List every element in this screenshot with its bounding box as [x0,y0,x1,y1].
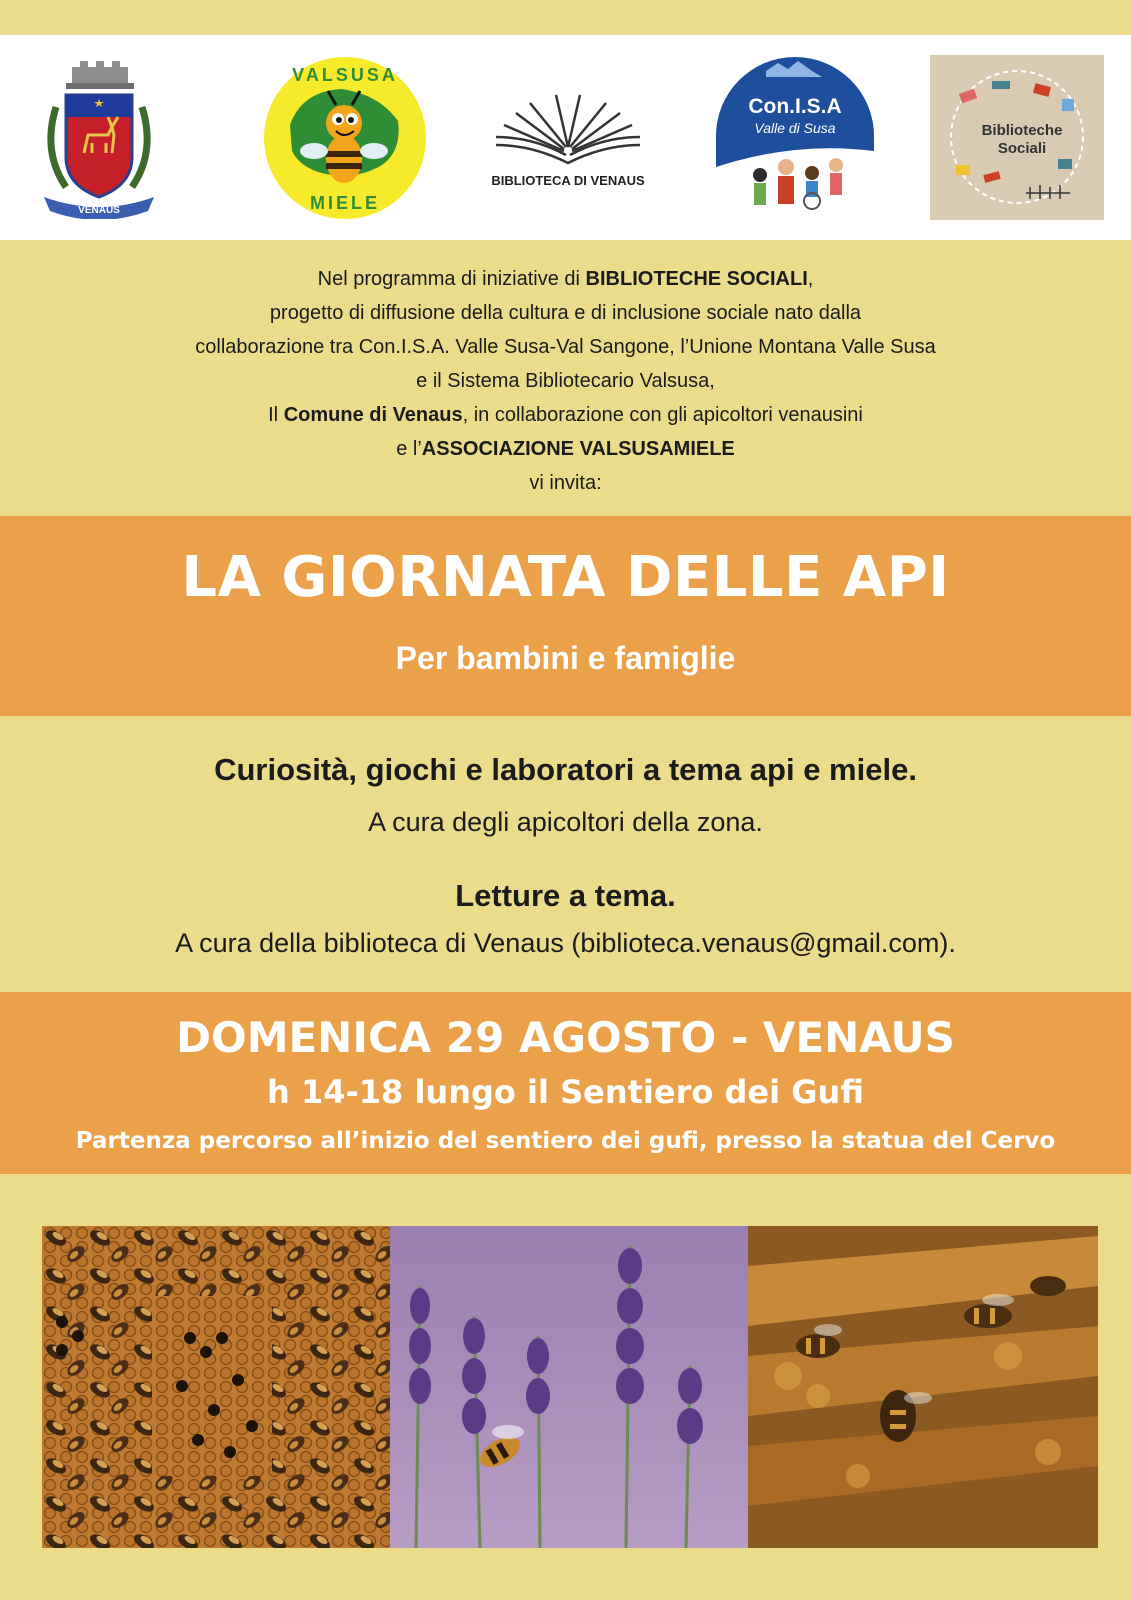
photo-lavender-bee [390,1226,748,1548]
activity-1-heading: Curiosità, giochi e laboratori a tema api e miele. [214,752,917,787]
intro-line-5: Il Comune di Venaus, in collaborazione con gli apicoltori venausini [268,404,863,426]
intro-line-4: e il Sistema Bibliotecario Valsusa, [416,370,715,392]
consa-title-text: Con.I.S.A [748,95,842,118]
intro-line-2: progetto di diffusione della cultura e di inclusione sociale nato dalla [269,302,862,324]
venaus-crest-text: VENAUS [78,205,120,216]
venaus-crest-logo [36,57,162,219]
intro-line-3: collaborazione tra Con.I.S.A. Valle Susa-Val Sangone, l’Unione Montana Valle Susa [195,336,936,358]
intro-bold-comune: Comune di Venaus [283,404,463,426]
photo-honeycomb-bees [42,1226,390,1548]
consa-sub-text: Valle di Susa [754,120,836,136]
intro-text [0,262,1131,500]
valsusa-miele-logo [262,55,428,221]
activity-2-description: A cura della biblioteca di Venaus (biblioteca.venaus@gmail.com). [175,928,956,958]
valsusa-miele-bottom-text: MIELE [309,193,381,213]
main-title: LA GIORNATA DELLE API [181,545,950,610]
valsusa-miele-top-text: VALSUSA [292,65,398,85]
event-date: DOMENICA 29 AGOSTO - VENAUS [176,1013,955,1062]
event-time: h 14-18 lungo il Sentiero dei Gufi [267,1073,864,1111]
intro-line-6: e l’ASSOCIAZIONE VALSUSAMIELE [396,438,735,460]
activity-1-description: A cura degli apicoltori della zona. [368,807,763,837]
subtitle: Per bambini e famiglie [395,640,736,676]
intro-line-7: vi invita: [529,472,602,494]
consa-logo [714,55,876,217]
intro-line-1: Nel programma di iniziative di BIBLIOTECHE SOCIALI, [317,268,814,290]
event-start-location: Partenza percorso all’inizio del sentiero dei gufi, presso la statua del Cervo [75,1128,1056,1154]
biblioteche-sociali-line2: Sociali [997,140,1047,157]
logo-band [0,35,1131,240]
biblioteca-venaus-logo [490,85,646,195]
photo-beehive-frames [748,1226,1098,1548]
intro-bold-biblioteche-sociali: BIBLIOTECHE SOCIALI [585,268,808,290]
biblioteca-venaus-text: BIBLIOTECA DI VENAUS [491,173,645,188]
intro-bold-associazione: ASSOCIAZIONE VALSUSAMIELE [421,438,735,460]
biblioteche-sociali-logo [930,55,1104,220]
activity-2-heading: Letture a tema. [455,878,676,913]
biblioteche-sociali-line1: Biblioteche [981,122,1063,139]
